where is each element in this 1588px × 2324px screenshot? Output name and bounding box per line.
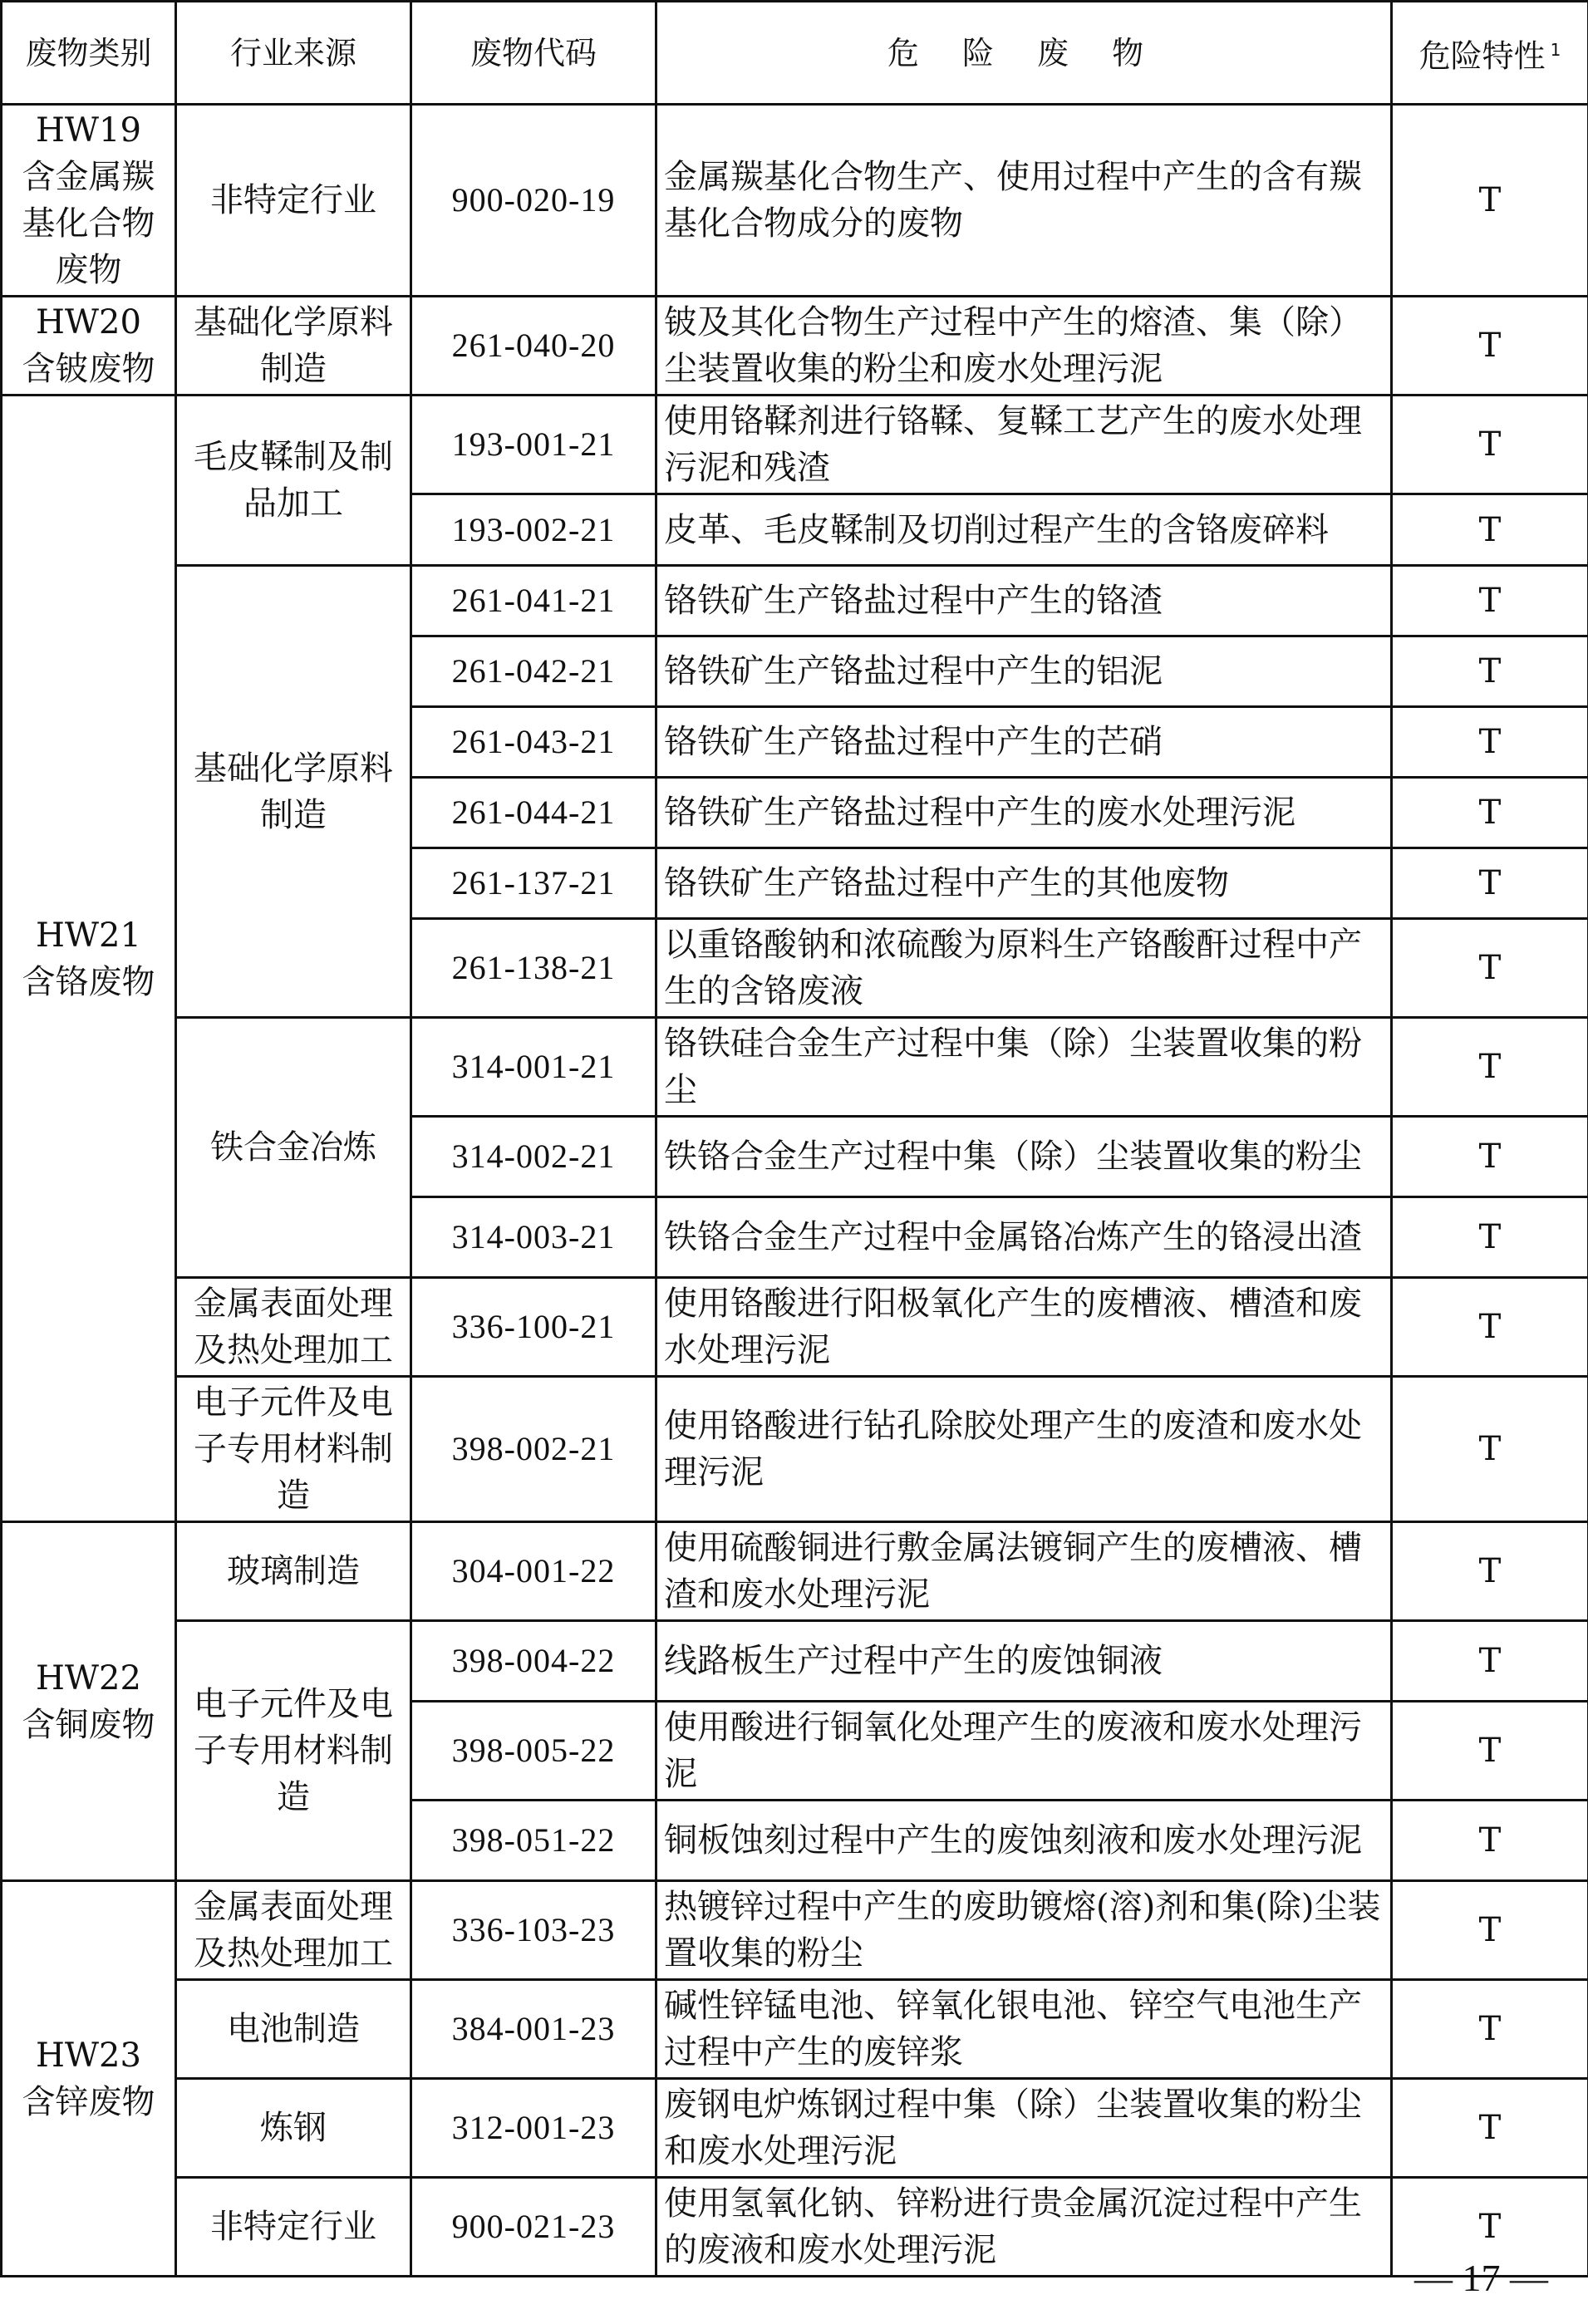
table-row bbox=[2, 1278, 1588, 1377]
table-row bbox=[2, 2178, 1588, 2277]
waste-cell: 使用硫酸铜进行敷金属法镀铜产生的废槽液、槽渣和废水处理污泥 bbox=[656, 1522, 1392, 1621]
waste-cell: 铬铁矿生产铬盐过程中产生的铬渣 bbox=[656, 566, 1392, 636]
industry-cell: 金属表面处理及热处理加工 bbox=[176, 1881, 411, 1980]
table-row bbox=[2, 105, 1588, 297]
waste-cell: 铬铁矿生产铬盐过程中产生的铝泥 bbox=[656, 636, 1392, 707]
code-cell: 384-001-23 bbox=[411, 1980, 656, 2079]
table-row bbox=[2, 396, 1588, 494]
table-row bbox=[2, 1018, 1588, 1117]
table-row bbox=[2, 1980, 1588, 2079]
header-category: 废物类别 bbox=[2, 2, 176, 105]
waste-cell: 铬铁矿生产铬盐过程中产生的芒硝 bbox=[656, 707, 1392, 778]
property-cell: T bbox=[1392, 396, 1588, 494]
property-cell: T bbox=[1392, 919, 1588, 1018]
category-cell bbox=[2, 105, 176, 297]
code-cell: 314-001-21 bbox=[411, 1018, 656, 1117]
waste-cell: 使用氢氧化钠、锌粉进行贵金属沉淀过程中产生的废液和废水处理污泥 bbox=[656, 2178, 1392, 2277]
category-label: HW23 含锌废物 bbox=[22, 2036, 155, 2121]
property-cell: T bbox=[1392, 1980, 1588, 2079]
waste-cell: 以重铬酸钠和浓硫酸为原料生产铬酸酐过程中产生的含铬废液 bbox=[656, 919, 1392, 1018]
property-cell: T bbox=[1392, 1522, 1588, 1621]
property-cell: T bbox=[1392, 1621, 1588, 1702]
property-cell: T bbox=[1392, 494, 1588, 566]
header-property bbox=[1392, 2, 1588, 105]
waste-cell: 热镀锌过程中产生的废助镀熔(溶)剂和集(除)尘装置收集的粉尘 bbox=[656, 1881, 1392, 1980]
header-property-label: 危险特性 bbox=[1418, 37, 1546, 75]
waste-cell: 使用铬鞣剂进行铬鞣、复鞣工艺产生的废水处理污泥和残渣 bbox=[656, 396, 1392, 494]
category-label: HW21 含铬废物 bbox=[22, 916, 155, 1001]
code-cell: 398-002-21 bbox=[411, 1377, 656, 1522]
waste-cell: 铁铬合金生产过程中金属铬冶炼产生的铬浸出渣 bbox=[656, 1197, 1392, 1278]
code-cell: 900-021-23 bbox=[411, 2178, 656, 2277]
waste-cell: 铬铁矿生产铬盐过程中产生的其他废物 bbox=[656, 848, 1392, 919]
property-cell: T bbox=[1392, 636, 1588, 707]
code-cell: 261-138-21 bbox=[411, 919, 656, 1018]
industry-cell: 铁合金冶炼 bbox=[176, 1018, 411, 1278]
waste-cell: 铬铁硅合金生产过程中集（除）尘装置收集的粉尘 bbox=[656, 1018, 1392, 1117]
property-cell: T bbox=[1392, 297, 1588, 396]
header-waste-label: 危 险 废 物 bbox=[887, 34, 1161, 71]
property-cell: T bbox=[1392, 778, 1588, 848]
industry-cell: 玻璃制造 bbox=[176, 1522, 411, 1621]
header-row bbox=[2, 2, 1588, 105]
waste-cell: 铍及其化合物生产过程中产生的熔渣、集（除）尘装置收集的粉尘和废水处理污泥 bbox=[656, 297, 1392, 396]
property-cell: T bbox=[1392, 2178, 1588, 2277]
header-code: 废物代码 bbox=[411, 2, 656, 105]
category-label: HW22 含铜废物 bbox=[22, 1658, 155, 1744]
industry-cell: 电子元件及电子专用材料制造 bbox=[176, 1621, 411, 1881]
code-cell: 261-042-21 bbox=[411, 636, 656, 707]
waste-cell: 铬铁矿生产铬盐过程中产生的废水处理污泥 bbox=[656, 778, 1392, 848]
industry-cell: 电池制造 bbox=[176, 1980, 411, 2079]
industry-cell: 毛皮鞣制及制品加工 bbox=[176, 396, 411, 566]
code-cell: 336-100-21 bbox=[411, 1278, 656, 1377]
code-cell: 261-043-21 bbox=[411, 707, 656, 778]
table-row bbox=[2, 566, 1588, 636]
property-cell: T bbox=[1392, 566, 1588, 636]
property-cell: T bbox=[1392, 1702, 1588, 1801]
code-cell: 261-041-21 bbox=[411, 566, 656, 636]
property-cell: T bbox=[1392, 1018, 1588, 1117]
page-number: — 17 — bbox=[1414, 2257, 1548, 2299]
code-cell: 304-001-22 bbox=[411, 1522, 656, 1621]
property-cell: T bbox=[1392, 1117, 1588, 1197]
property-cell: T bbox=[1392, 1881, 1588, 1980]
category-cell bbox=[2, 1881, 176, 2277]
code-cell: 398-005-22 bbox=[411, 1702, 656, 1801]
category-cell bbox=[2, 297, 176, 396]
header-property-footnote: 1 bbox=[1550, 39, 1561, 60]
industry-cell: 非特定行业 bbox=[176, 2178, 411, 2277]
category-label: HW20 含铍废物 bbox=[22, 303, 155, 388]
property-cell: T bbox=[1392, 105, 1588, 297]
category-cell bbox=[2, 396, 176, 1522]
code-cell: 312-001-23 bbox=[411, 2079, 656, 2178]
waste-cell: 金属羰基化合物生产、使用过程中产生的含有羰基化合物成分的废物 bbox=[656, 105, 1392, 297]
waste-cell: 铜板蚀刻过程中产生的废蚀刻液和废水处理污泥 bbox=[656, 1801, 1392, 1881]
code-cell: 193-002-21 bbox=[411, 494, 656, 566]
property-cell: T bbox=[1392, 1377, 1588, 1522]
code-cell: 261-040-20 bbox=[411, 297, 656, 396]
code-cell: 900-020-19 bbox=[411, 105, 656, 297]
waste-cell: 皮革、毛皮鞣制及切削过程产生的含铬废碎料 bbox=[656, 494, 1392, 566]
waste-cell: 铁铬合金生产过程中集（除）尘装置收集的粉尘 bbox=[656, 1117, 1392, 1197]
table-row bbox=[2, 2079, 1588, 2178]
industry-cell: 炼钢 bbox=[176, 2079, 411, 2178]
code-cell: 336-103-23 bbox=[411, 1881, 656, 1980]
waste-cell: 碱性锌锰电池、锌氧化银电池、锌空气电池生产过程中产生的废锌浆 bbox=[656, 1980, 1392, 2079]
industry-cell: 非特定行业 bbox=[176, 105, 411, 297]
category-cell bbox=[2, 1522, 176, 1881]
table-row bbox=[2, 1377, 1588, 1522]
code-cell: 261-137-21 bbox=[411, 848, 656, 919]
code-cell: 314-003-21 bbox=[411, 1197, 656, 1278]
property-cell: T bbox=[1392, 1197, 1588, 1278]
header-industry: 行业来源 bbox=[176, 2, 411, 105]
industry-cell: 电子元件及电子专用材料制造 bbox=[176, 1377, 411, 1522]
property-cell: T bbox=[1392, 707, 1588, 778]
table-row bbox=[2, 1522, 1588, 1621]
header-waste bbox=[656, 2, 1392, 105]
waste-cell: 使用铬酸进行钻孔除胶处理产生的废渣和废水处理污泥 bbox=[656, 1377, 1392, 1522]
table-row bbox=[2, 1621, 1588, 1702]
code-cell: 261-044-21 bbox=[411, 778, 656, 848]
table-row bbox=[2, 297, 1588, 396]
category-label: HW19 含金属羰 基化合物 废物 bbox=[22, 111, 155, 289]
code-cell: 398-051-22 bbox=[411, 1801, 656, 1881]
industry-cell: 基础化学原料制造 bbox=[176, 566, 411, 1018]
table-row bbox=[2, 1881, 1588, 1980]
property-cell: T bbox=[1392, 2079, 1588, 2178]
waste-cell: 废钢电炉炼钢过程中集（除）尘装置收集的粉尘和废水处理污泥 bbox=[656, 2079, 1392, 2178]
waste-cell: 线路板生产过程中产生的废蚀铜液 bbox=[656, 1621, 1392, 1702]
property-cell: T bbox=[1392, 848, 1588, 919]
code-cell: 314-002-21 bbox=[411, 1117, 656, 1197]
industry-cell: 基础化学原料制造 bbox=[176, 297, 411, 396]
property-cell: T bbox=[1392, 1801, 1588, 1881]
industry-cell: 金属表面处理及热处理加工 bbox=[176, 1278, 411, 1377]
property-cell: T bbox=[1392, 1278, 1588, 1377]
code-cell: 193-001-21 bbox=[411, 396, 656, 494]
waste-cell: 使用铬酸进行阳极氧化产生的废槽液、槽渣和废水处理污泥 bbox=[656, 1278, 1392, 1377]
waste-cell: 使用酸进行铜氧化处理产生的废液和废水处理污泥 bbox=[656, 1702, 1392, 1801]
code-cell: 398-004-22 bbox=[411, 1621, 656, 1702]
